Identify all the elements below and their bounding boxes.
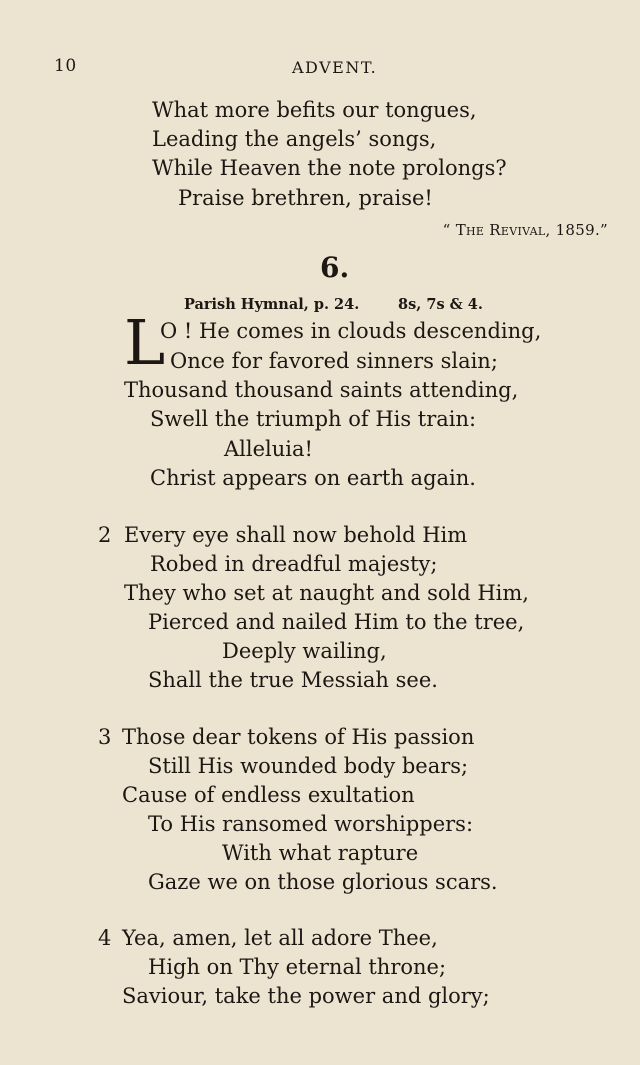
attribution-open-quote: “ <box>442 221 451 239</box>
running-head: ADVENT. <box>292 58 378 77</box>
verse-1-line: Christ appears on earth again. <box>150 466 476 490</box>
verse-1-line: O ! He comes in clouds descending, <box>160 319 542 343</box>
verse-2-line: Pierced and nailed Him to the tree, <box>148 610 525 634</box>
verse-3-line: Gaze we on those glorious scars. <box>148 870 498 894</box>
page-number: 10 <box>54 56 77 76</box>
verse-4-line: Yea, amen, let all adore Thee, <box>122 926 438 950</box>
verse-3-line: Cause of endless exultation <box>122 783 415 807</box>
verse-1-line: Thousand thousand saints attending, <box>124 378 519 402</box>
prev-hymn-line: What more befits our tongues, <box>152 98 477 122</box>
verse-1-line: Swell the triumph of His train: <box>150 407 477 431</box>
verse-number: 2 <box>98 523 112 547</box>
attribution-year: , 1859.” <box>545 221 608 239</box>
verse-2-line: Every eye shall now behold Him <box>124 523 468 547</box>
verse-number: 3 <box>98 725 112 749</box>
meter: 8s, 7s & 4. <box>398 296 483 313</box>
attribution-name: The Revival <box>455 221 546 239</box>
verse-2-line: Robed in dreadful majesty; <box>150 552 438 576</box>
verse-4-line: High on Thy eternal throne; <box>148 955 447 979</box>
verse-3-line: Still His wounded body bears; <box>148 754 469 778</box>
verse-2-line: Shall the true Messiah see. <box>148 668 438 692</box>
drop-cap: L <box>124 306 166 379</box>
verse-1-line: Once for favored sinners slain; <box>170 349 498 373</box>
verse-2-line: Deeply wailing, <box>222 639 387 663</box>
verse-3-line: To His ransomed worshippers: <box>148 812 474 836</box>
verse-2-line: They who set at naught and sold Him, <box>124 581 529 605</box>
verse-1-line: Alleluia! <box>224 437 313 461</box>
tune-reference: Parish Hymnal, p. 24. <box>184 296 360 313</box>
prev-hymn-line: Praise brethren, praise! <box>178 186 433 210</box>
prev-hymn-line: While Heaven the note prolongs? <box>152 156 507 180</box>
verse-number: 4 <box>98 926 112 950</box>
verse-3-line: With what rapture <box>222 841 419 865</box>
attribution <box>443 221 608 239</box>
verse-3-line: Those dear tokens of His passion <box>122 725 475 749</box>
prev-hymn-line: Leading the angels’ songs, <box>152 127 437 151</box>
verse-4-line: Saviour, take the power and glory; <box>122 984 490 1008</box>
hymn-number: 6. <box>320 251 350 284</box>
